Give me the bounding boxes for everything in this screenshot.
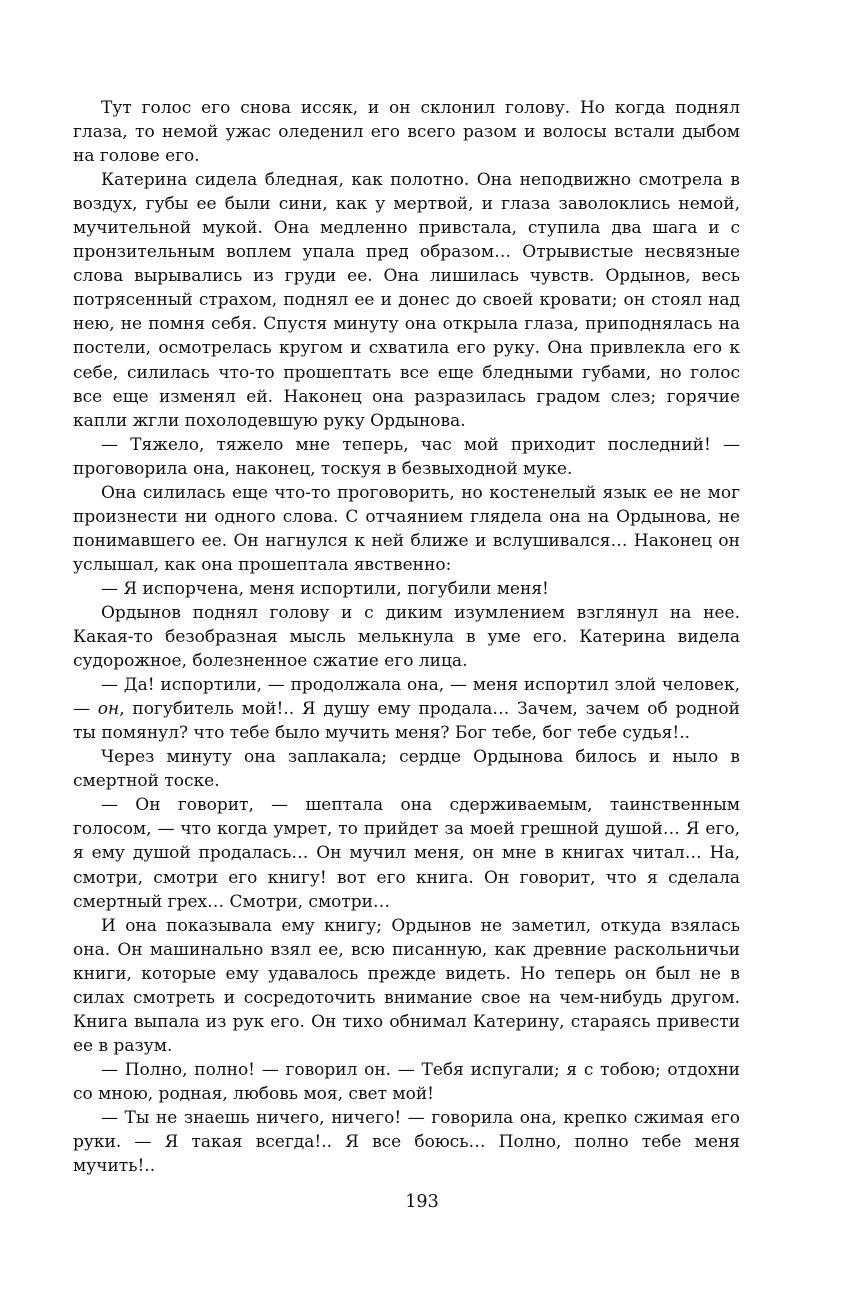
paragraph-11: — Полно, полно! — говорил он. — Тебя испугали; я с тобою; отдохни со мною, родная, любовь моя, свет мой! <box>73 1059 740 1104</box>
paragraph-9: — Он говорит, — шептала она сдерживаемым, таинственным голосом, — что когда умрет, то прийдет за моей грешной душой… Я его, я ему душой продалась… Он мучил меня, он мне в книгах читал… На, смотри, смотри его книгу! вот его книга. Он говорит, что я сделала смертный грех… Смотри, смотри… <box>73 795 740 912</box>
paragraph-6: Ордынов поднял голову и с диким изумлением взглянул на нее. Какая-то безобразная мысль мелькнула в уме его. Катерина видела судорожное, болезненное сжатие его лица. <box>73 602 740 672</box>
page-number: 193 <box>405 1192 439 1212</box>
body-text <box>73 96 740 1178</box>
paragraph-7: — Да! испортили, — продолжала она, — меня испортил злой человек, — он, погубитель мой!.. Я душу ему продала… Зачем, зачем об родной ты помянул? что тебе было мучить меня? Бог тебе, бог тебе судья!.. <box>73 675 740 744</box>
paragraph-4: Она силилась еще что-то проговорить, но костенелый язык ее не мог произнести ни одного слова. С отчаянием глядела она на Ордынова, не понимавшего ее. Он нагнулся к ней ближе и вслушивался… Наконец он услышал, как она прошептала явственно: <box>73 482 740 575</box>
emphasized-word: он <box>97 699 120 720</box>
paragraph-1: Тут голос его снова иссяк, и он склонил голову. Но когда поднял глаза, то немой ужас оледенил его всего разом и волосы встали дыбом на голове его. <box>73 98 740 167</box>
paragraph-12: — Ты не знаешь ничего, ничего! — говорила она, крепко сжимая его руки. — Я такая всегда!.. Я все боюсь… Полно, полно тебе меня мучить!.. <box>73 1107 740 1177</box>
paragraph-2: Катерина сидела бледная, как полотно. Она неподвижно смотрела в воздух, губы ее были сини, как у мертвой, и глаза заволоклись немой, мучительной мукой. Она медленно привстала, ступила два шага и с пронзительным воплем упала пред образом… Отрывистые несвязные слова вырывались из груди ее. Она лишилась чувств. Ордынов, весь потрясенный страхом, поднял ее и донес до своей кровати; он стоял над нею, не помня себя. Спустя минуту она открыла глаза, приподнялась на постели, осмотрелась кругом и схватила его руку. Она привлекла его к себе, силилась что-то прошептать все еще бледными губами, но голос все еще изменял ей. Наконец она разразилась градом слез; горячие капли жгли похолодевшую руку Ордынова. <box>73 170 740 431</box>
paragraph-10: И она показывала ему книгу; Ордынов не заметил, откуда взялась она. Он машинально взял ее, всю писанную, как древние раскольничьи книги, которые ему удавалось прежде видеть. Но теперь он был не в силах смотреть и сосредоточить внимание свое на чем-нибудь другом. Книга выпала из рук его. Он тихо обнимал Катерину, стараясь привести ее в разум. <box>73 915 740 1056</box>
paragraph-5: — Я испорчена, меня испортили, погубили меня! <box>101 578 549 599</box>
paragraph-8: Через минуту она заплакала; сердце Ордынова билось и ныло в смертной тоске. <box>73 747 740 792</box>
paragraph-3: — Тяжело, тяжело мне теперь, час мой приходит последний! — проговорила она, наконец, тоскуя в безвыходной муке. <box>73 434 740 479</box>
